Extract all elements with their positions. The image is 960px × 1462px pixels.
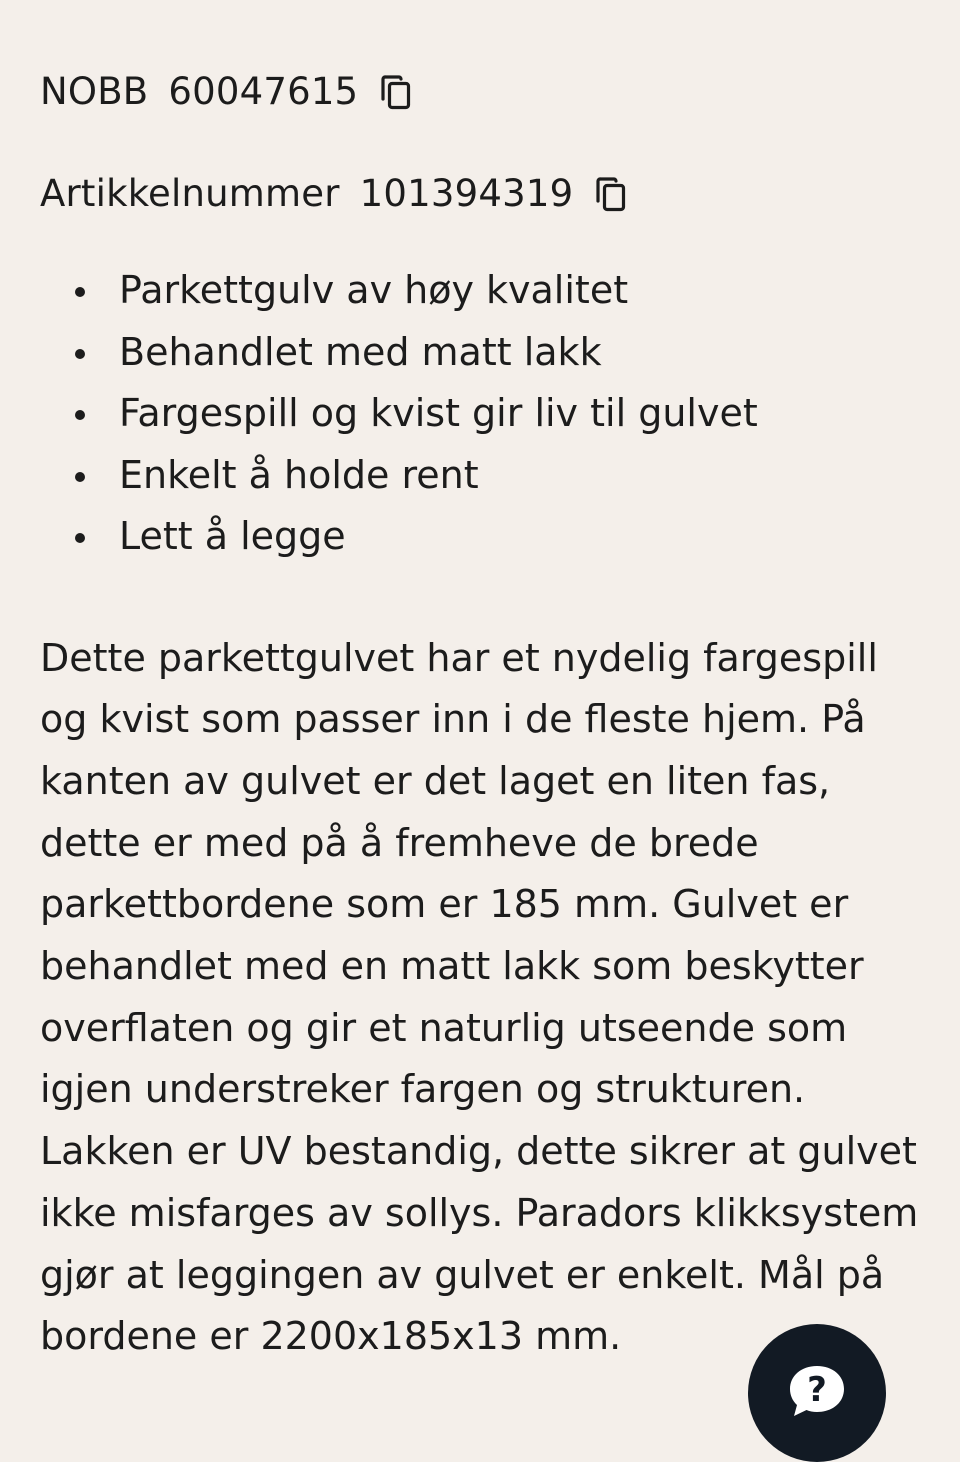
feature-item: Parkettgulv av høy kvalitet — [72, 260, 930, 322]
help-chat-icon — [786, 1362, 848, 1420]
feature-item: Fargespill og kvist gir liv til gulvet — [72, 383, 930, 445]
feature-list — [40, 260, 930, 568]
article-number-label: Artikkelnummer — [40, 172, 340, 215]
product-details — [40, 0, 930, 1406]
feature-item: Behandlet med matt lakk — [72, 322, 930, 384]
article-number-value: 101394319 — [359, 172, 574, 215]
feature-item: Lett å legge — [72, 506, 930, 568]
nobb-row — [40, 70, 930, 114]
copy-icon[interactable] — [595, 175, 629, 213]
feature-item: Enkelt å holde rent — [72, 445, 930, 507]
svg-text:?: ? — [807, 1370, 827, 1410]
article-number-row — [40, 172, 930, 216]
nobb-value: 60047615 — [168, 70, 359, 113]
help-chat-button[interactable] — [748, 1324, 886, 1462]
product-description: Dette parkettgulvet har et nydelig fargespill og kvist som passer inn i de fleste hjem. På kanten av gulvet er det laget en liten fas, dette er med på å fremheve de brede parkettbordene som er 185 mm. Gulvet er behandlet med en matt lakk som beskytter overflaten og gir et naturlig utseende som igjen understreker fargen og strukturen. Lakken er UV bestandig, dette sikrer at gulvet ikke misfarges av sollys. Paradors klikksystem gjør at leggingen av gulvet er enkelt. Mål på bordene er 2200x185x13 mm. — [40, 635, 919, 1359]
nobb-label: NOBB — [40, 70, 149, 113]
copy-icon[interactable] — [380, 73, 414, 111]
